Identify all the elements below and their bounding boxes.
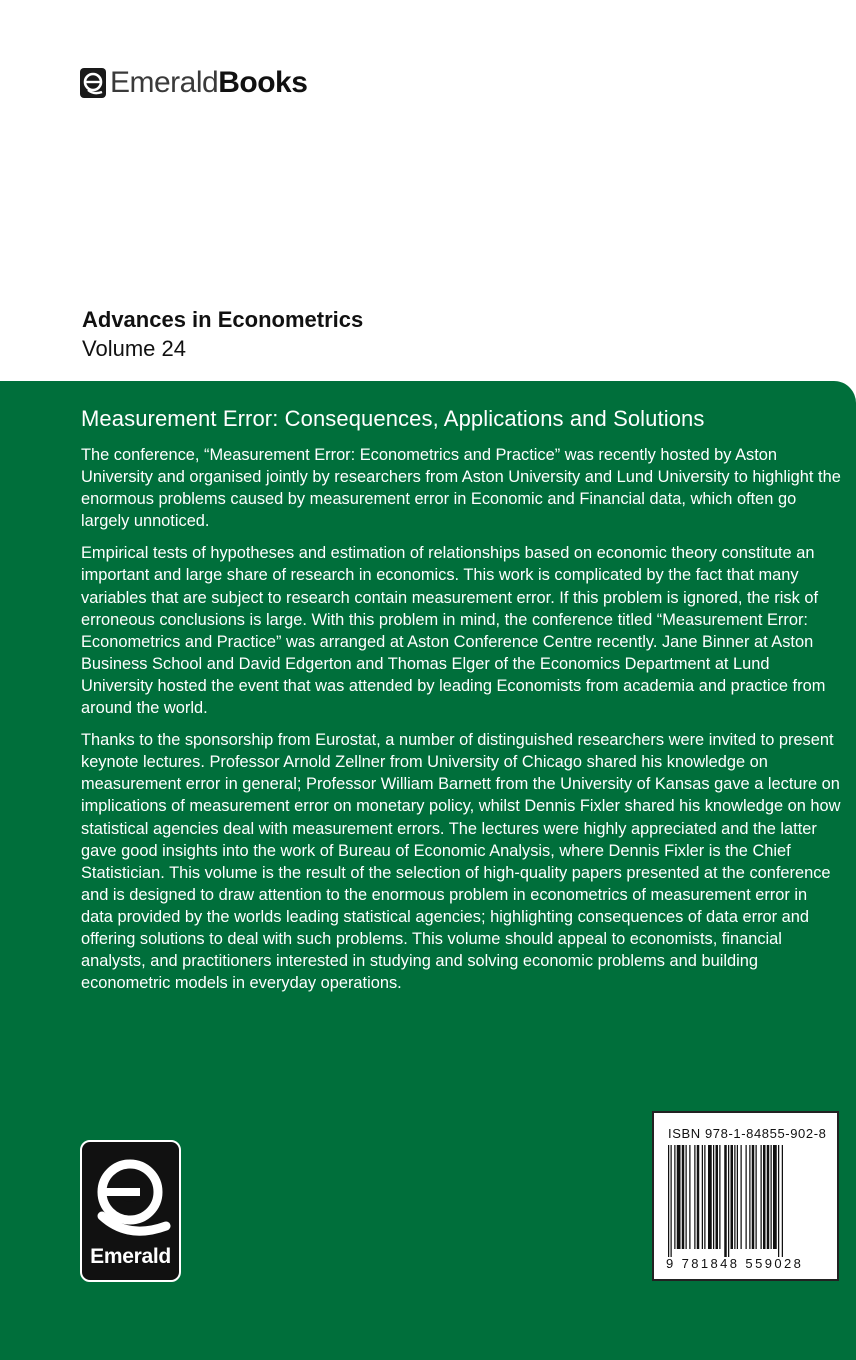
barcode-bar: [771, 1145, 772, 1249]
barcode-icon: [668, 1145, 828, 1257]
barcode-bar: [671, 1145, 672, 1257]
emerald-badge-icon: [88, 1148, 173, 1243]
isbn-digits: 9 781848 559028: [666, 1256, 804, 1271]
barcode-bar: [694, 1145, 695, 1249]
barcode-bar: [708, 1145, 712, 1249]
barcode-bar: [773, 1145, 777, 1249]
barcode-bar: [716, 1145, 719, 1249]
barcode-bar: [749, 1145, 750, 1249]
series-volume: Volume 24: [82, 336, 186, 361]
logo-text-bold: Books: [218, 66, 308, 99]
barcode-bar: [767, 1145, 770, 1249]
emerald-logo-icon: [80, 68, 106, 98]
barcode-bar: [704, 1145, 705, 1249]
barcode-bar: [746, 1145, 747, 1249]
barcode-bar: [734, 1145, 735, 1249]
emerald-badge: [80, 1140, 181, 1282]
barcode-bar: [756, 1145, 757, 1249]
barcode-bar: [741, 1145, 742, 1249]
barcode-bar: [731, 1145, 734, 1249]
barcode-bar: [674, 1145, 675, 1249]
barcode-bar: [668, 1145, 669, 1257]
barcode-bar: [702, 1145, 703, 1249]
barcode-bar: [728, 1145, 729, 1257]
barcode-bar: [713, 1145, 714, 1249]
book-title: Measurement Error: Consequences, Applications and Solutions: [81, 406, 705, 431]
isbn-barcode-box: [652, 1111, 839, 1281]
barcode-bar: [782, 1145, 783, 1257]
barcode-bar: [752, 1145, 755, 1249]
isbn-label: ISBN 978-1-84855-902-8: [668, 1126, 827, 1141]
blurb-paragraph: The conference, “Measurement Error: Econometrics and Practice” was recently hosted by Aston University and organised jointly by researchers from Aston University and Lund University to highlight the enormous problems caused by measurement error in Economic and Financial data, which often go largely unnoticed.: [81, 446, 841, 531]
blurb-paragraph: Empirical tests of hypotheses and estimation of relationships based on economic theory constitute an important and large share of research in economics. This work is complicated by the fact that many variables that are subject to research contain measurement error. If this problem is ignored, the risk of erroneous conclusions is large. With this problem in mind, the conference titled “Measurement Error: Econometrics and Practice” was arranged at Aston Conference Centre recently. Jane Binner at Aston Business School and David Edgerton and Thomas Elger of the Economics Department at Lund University hosted the event that was attended by leading Economists from academia and practice from around the world.: [81, 544, 826, 718]
series-title: Advances in Econometrics: [82, 307, 364, 332]
barcode-bar: [761, 1145, 762, 1249]
barcode-bar: [778, 1145, 779, 1257]
logo-text-light: Emerald: [110, 66, 219, 99]
barcode-bar: [763, 1145, 766, 1249]
barcode-bar: [719, 1145, 720, 1249]
barcode-bar: [697, 1145, 700, 1249]
barcode-bar: [724, 1145, 727, 1257]
barcode-bar: [737, 1145, 738, 1249]
blurb-paragraph: Thanks to the sponsorship from Eurostat, a number of distinguished researchers were invited to present keynote lectures. Professor Arnold Zellner from University of Chicago shared his knowledge on measurement error in general; Professor William Barnett from the University of Kansas gave a lecture on implications of measurement error on monetary policy, whilst Dennis Fixler shared his knowledge on how statistical agencies deal with measurement errors. The lectures were highly appreciated and the latter gave good insights into the work of Bureau of Economic Analysis, where Dennis Fixler is the Chief Statistician. This volume is the result of the selection of high-quality papers presented at the conference and is designed to draw attention to the enormous problem in econometrics of measurement error in data provided by the worlds leading statistical agencies; highlighting consequences of data error and offering solutions to deal with such problems. This volume should appeal to economists, financial analysts, and practitioners interested in studying and solving economic problems and building econometric models in everyday operations.: [81, 731, 841, 993]
publisher-logo: [80, 67, 307, 99]
barcode-bar: [682, 1145, 685, 1249]
badge-label: Emerald: [90, 1245, 171, 1268]
barcode-bar: [686, 1145, 687, 1249]
blurb: [81, 444, 841, 1004]
barcode-bar: [689, 1145, 690, 1249]
barcode-bar: [677, 1145, 681, 1249]
